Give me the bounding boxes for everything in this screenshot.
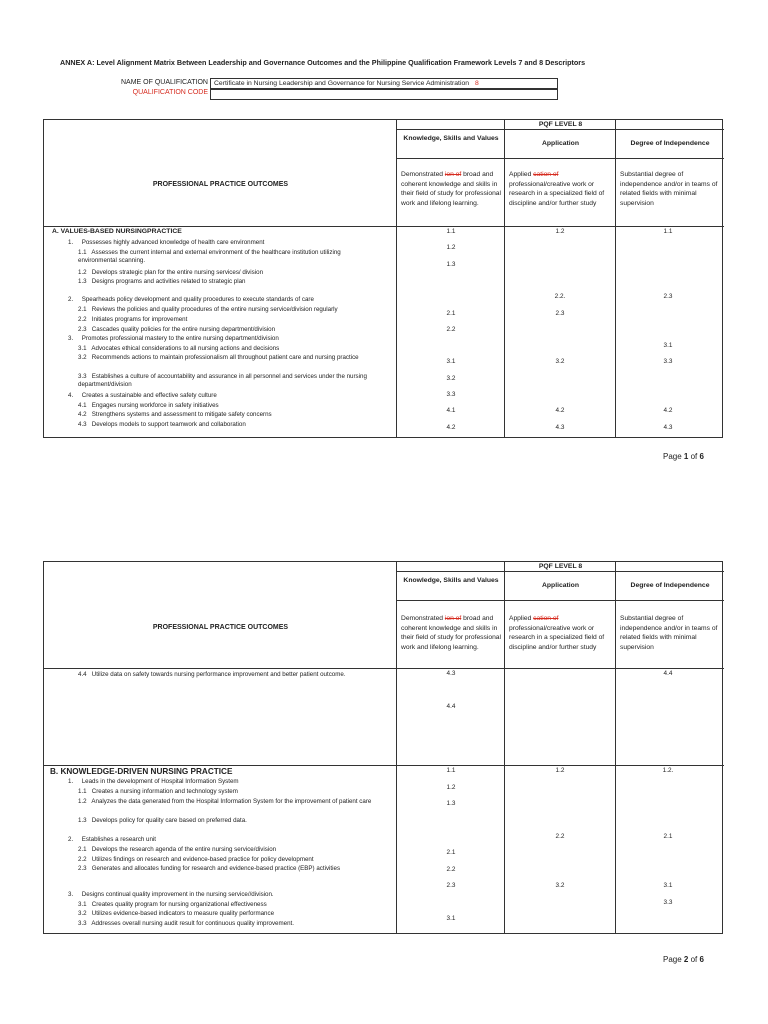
page-number-2: Page 2 of 6	[663, 955, 704, 964]
application-value: 2.3	[555, 310, 565, 317]
qualification-code-field	[210, 89, 558, 100]
application-value: 2.2.	[554, 293, 566, 300]
knowledge-value: 2.3	[446, 882, 456, 889]
knowledge-value: 4.1	[446, 407, 456, 414]
application-value: 1.2	[555, 228, 565, 235]
outcome-row: 3. Designs continual quality improvement in the nursing service//division.	[68, 891, 274, 898]
knowledge-descriptor: Demonstrated ion of broad and coherent knowledge and skills in their field of study for professional work and lifelong learning.	[401, 615, 501, 651]
independence-value: 4.2	[663, 407, 673, 414]
independence-value: 3.3	[663, 358, 673, 365]
independence-header: Degree of Independence	[630, 140, 710, 147]
page-number-1: Page 1 of 6	[663, 452, 704, 461]
independence-value: 3.3	[663, 899, 673, 906]
independence-descriptor: Substantial degree of independence and/or in teams of related fields with minimal supervision	[620, 171, 718, 207]
outcome-row: 1. Leads in the development of Hospital Information System	[68, 778, 239, 785]
application-descriptor: Applied cation of professional/creative work or research in a specialized field of discipline and/or further study	[509, 171, 605, 207]
qualification-code-label: QUALIFICATION CODE	[132, 89, 208, 96]
outcome-row: 1.3 Develops policy for quality care based on preferred data.	[78, 817, 247, 824]
outcome-row: 2. Establishes a research unit	[68, 836, 157, 843]
divider	[44, 226, 724, 227]
knowledge-value: 4.2	[446, 424, 456, 431]
pqf-level-header: PQF LEVEL 8	[538, 121, 583, 128]
outcome-row: 2.3 Cascades quality policies for the entire nursing department/division	[78, 326, 276, 333]
alignment-table-page-2	[43, 561, 723, 934]
outcome-row: 4.3 Develops models to support teamwork and collaboration	[78, 421, 246, 428]
knowledge-value: 4.3	[446, 670, 456, 677]
outcome-row: 1.2 Develops strategic plan for the entire nursing services/ division	[78, 269, 264, 276]
application-value: 3.2	[555, 358, 565, 365]
application-descriptor: Applied cation of professional/creative work or research in a specialized field of discipline and/or further study	[509, 615, 605, 651]
outcome-row: 2.2 Utilizes findings on research and evidence-based practice for policy development	[78, 856, 314, 863]
knowledge-value: 2.1	[446, 849, 456, 856]
outcome-row: 1.1 Creates a nursing information and technology system	[78, 788, 238, 795]
divider	[397, 129, 724, 130]
independence-header: Degree of Independence	[630, 582, 710, 589]
knowledge-value: 2.2	[446, 866, 456, 873]
independence-value: 2.3	[663, 293, 673, 300]
application-value: 2.2	[555, 833, 565, 840]
outcome-row: 1. Possesses highly advanced knowledge of health care environment	[68, 239, 265, 246]
application-header: Application	[541, 582, 579, 589]
outcome-row: 3.3 Establishes a culture of accountability and assurance in all personnel and services under the nursing department/division	[78, 373, 367, 388]
divider	[397, 600, 724, 601]
application-value: 4.2	[555, 407, 565, 414]
outcome-row: 2.1 Develops the research agenda of the entire nursing service/division	[78, 846, 277, 853]
qualification-name-value: Certificate in Nursing Leadership and Governance for Nursing Service Administration	[214, 80, 470, 87]
outcome-row: 4.2 Strengthens systems and assessment to mitigate safety concerns	[78, 411, 272, 418]
knowledge-header: Knowledge, Skills and Values	[403, 577, 499, 584]
knowledge-column	[397, 120, 505, 437]
knowledge-value: 3.1	[446, 358, 456, 365]
outcome-row: 1.1 Assesses the current internal and external environment of the healthcare institution utilizing environmental scanning.	[78, 249, 341, 264]
outcome-row: 4.4 Utilize data on safety towards nursing performance improvement and better patient outcome.	[78, 671, 346, 678]
knowledge-value: 3.2	[446, 375, 456, 382]
independence-value: 3.1	[663, 882, 673, 889]
alignment-table-page-1	[43, 119, 723, 438]
independence-descriptor: Substantial degree of independence and/or in teams of related fields with minimal supervision	[620, 615, 718, 651]
knowledge-value: 1.3	[446, 261, 456, 268]
divider	[44, 765, 724, 766]
application-column	[505, 120, 616, 437]
knowledge-value: 1.3	[446, 800, 456, 807]
knowledge-value: 3.3	[446, 391, 456, 398]
outcome-row: 4. Creates a sustainable and effective safety culture	[68, 392, 217, 399]
outcome-row: 3.1 Advocates ethical considerations to all nursing actions and decisions	[78, 345, 280, 352]
outcome-row: 3.3 Addresses overall nursing audit result for continuous quality improvement.	[78, 920, 294, 927]
qualification-name-field	[210, 78, 558, 89]
ppo-column	[44, 562, 397, 933]
knowledge-value: 3.1	[446, 915, 456, 922]
knowledge-value: 2.1	[446, 310, 456, 317]
divider	[397, 158, 724, 159]
outcome-row: 1.3 Designs programs and activities related to strategic plan	[78, 278, 246, 285]
knowledge-value: 1.1	[446, 767, 456, 774]
outcome-row: 2.1 Reviews the policies and quality procedures of the entire nursing service/division regularly	[78, 306, 338, 313]
application-header: Application	[541, 140, 579, 147]
knowledge-value: 4.4	[446, 703, 456, 710]
application-value: 1.2	[555, 767, 565, 774]
qualification-name-mark: 8	[475, 80, 479, 87]
divider	[44, 668, 724, 669]
independence-column	[616, 120, 724, 437]
qualification-name-label: NAME OF QUALIFICATION	[121, 79, 208, 86]
independence-value: 4.3	[663, 424, 673, 431]
knowledge-header: Knowledge, Skills and Values	[403, 135, 499, 142]
section-b-heading: B. KNOWLEDGE-DRIVEN NURSING PRACTICE	[50, 767, 233, 776]
outcome-row: 2. Spearheads policy development and quality procedures to execute standards of care	[68, 296, 314, 303]
outcome-row: 1.2 Analyzes the data generated from the Hospital Information System for the improvement of patient care	[78, 798, 372, 805]
divider	[397, 571, 724, 572]
pqf-level-header: PQF LEVEL 8	[538, 563, 583, 570]
knowledge-descriptor: Demonstrated ion of broad and coherent knowledge and skills in their field of study for professional work and lifelong learning.	[401, 171, 501, 207]
outcome-row: 3. Promotes professional mastery to the entire nursing department/division	[68, 335, 279, 342]
outcome-row: 3.2 Recommends actions to maintain professionalism all throughout patient care and nursing practice	[78, 354, 359, 361]
ppo-header: PROFESSIONAL PRACTICE OUTCOMES	[152, 181, 289, 188]
outcome-row: 2.3 Generates and allocates funding for research and evidence-based practice (EBP) activities	[78, 865, 341, 872]
outcome-row: 3.2 Utilizes evidence-based indicators to measure quality performance	[78, 910, 275, 917]
independence-value: 2.1	[663, 833, 673, 840]
knowledge-value: 1.1	[446, 228, 456, 235]
independence-value: 1.1	[663, 228, 673, 235]
outcome-row: 4.1 Engages nursing workforce in safety initiatives	[78, 402, 219, 409]
independence-value: 4.4	[663, 670, 673, 677]
knowledge-value: 1.2	[446, 784, 456, 791]
outcome-row: 2.2 Initiates programs for improvement	[78, 316, 188, 323]
independence-value: 3.1	[663, 342, 673, 349]
document-title: ANNEX A: Level Alignment Matrix Between Leadership and Governance Outcomes and the Philippine Qualification Framework Levels 7 and 8 Descriptors	[60, 58, 586, 67]
application-value: 4.3	[555, 424, 565, 431]
ppo-header: PROFESSIONAL PRACTICE OUTCOMES	[152, 624, 289, 631]
section-a-heading: A. VALUES-BASED NURSINGPRACTICE	[52, 228, 182, 235]
knowledge-value: 1.2	[446, 244, 456, 251]
independence-value: 1.2.	[662, 767, 674, 774]
outcome-row: 3.1 Creates quality program for nursing organizational effectiveness	[78, 901, 267, 908]
application-value: 3.2	[555, 882, 565, 889]
knowledge-value: 2.2	[446, 326, 456, 333]
